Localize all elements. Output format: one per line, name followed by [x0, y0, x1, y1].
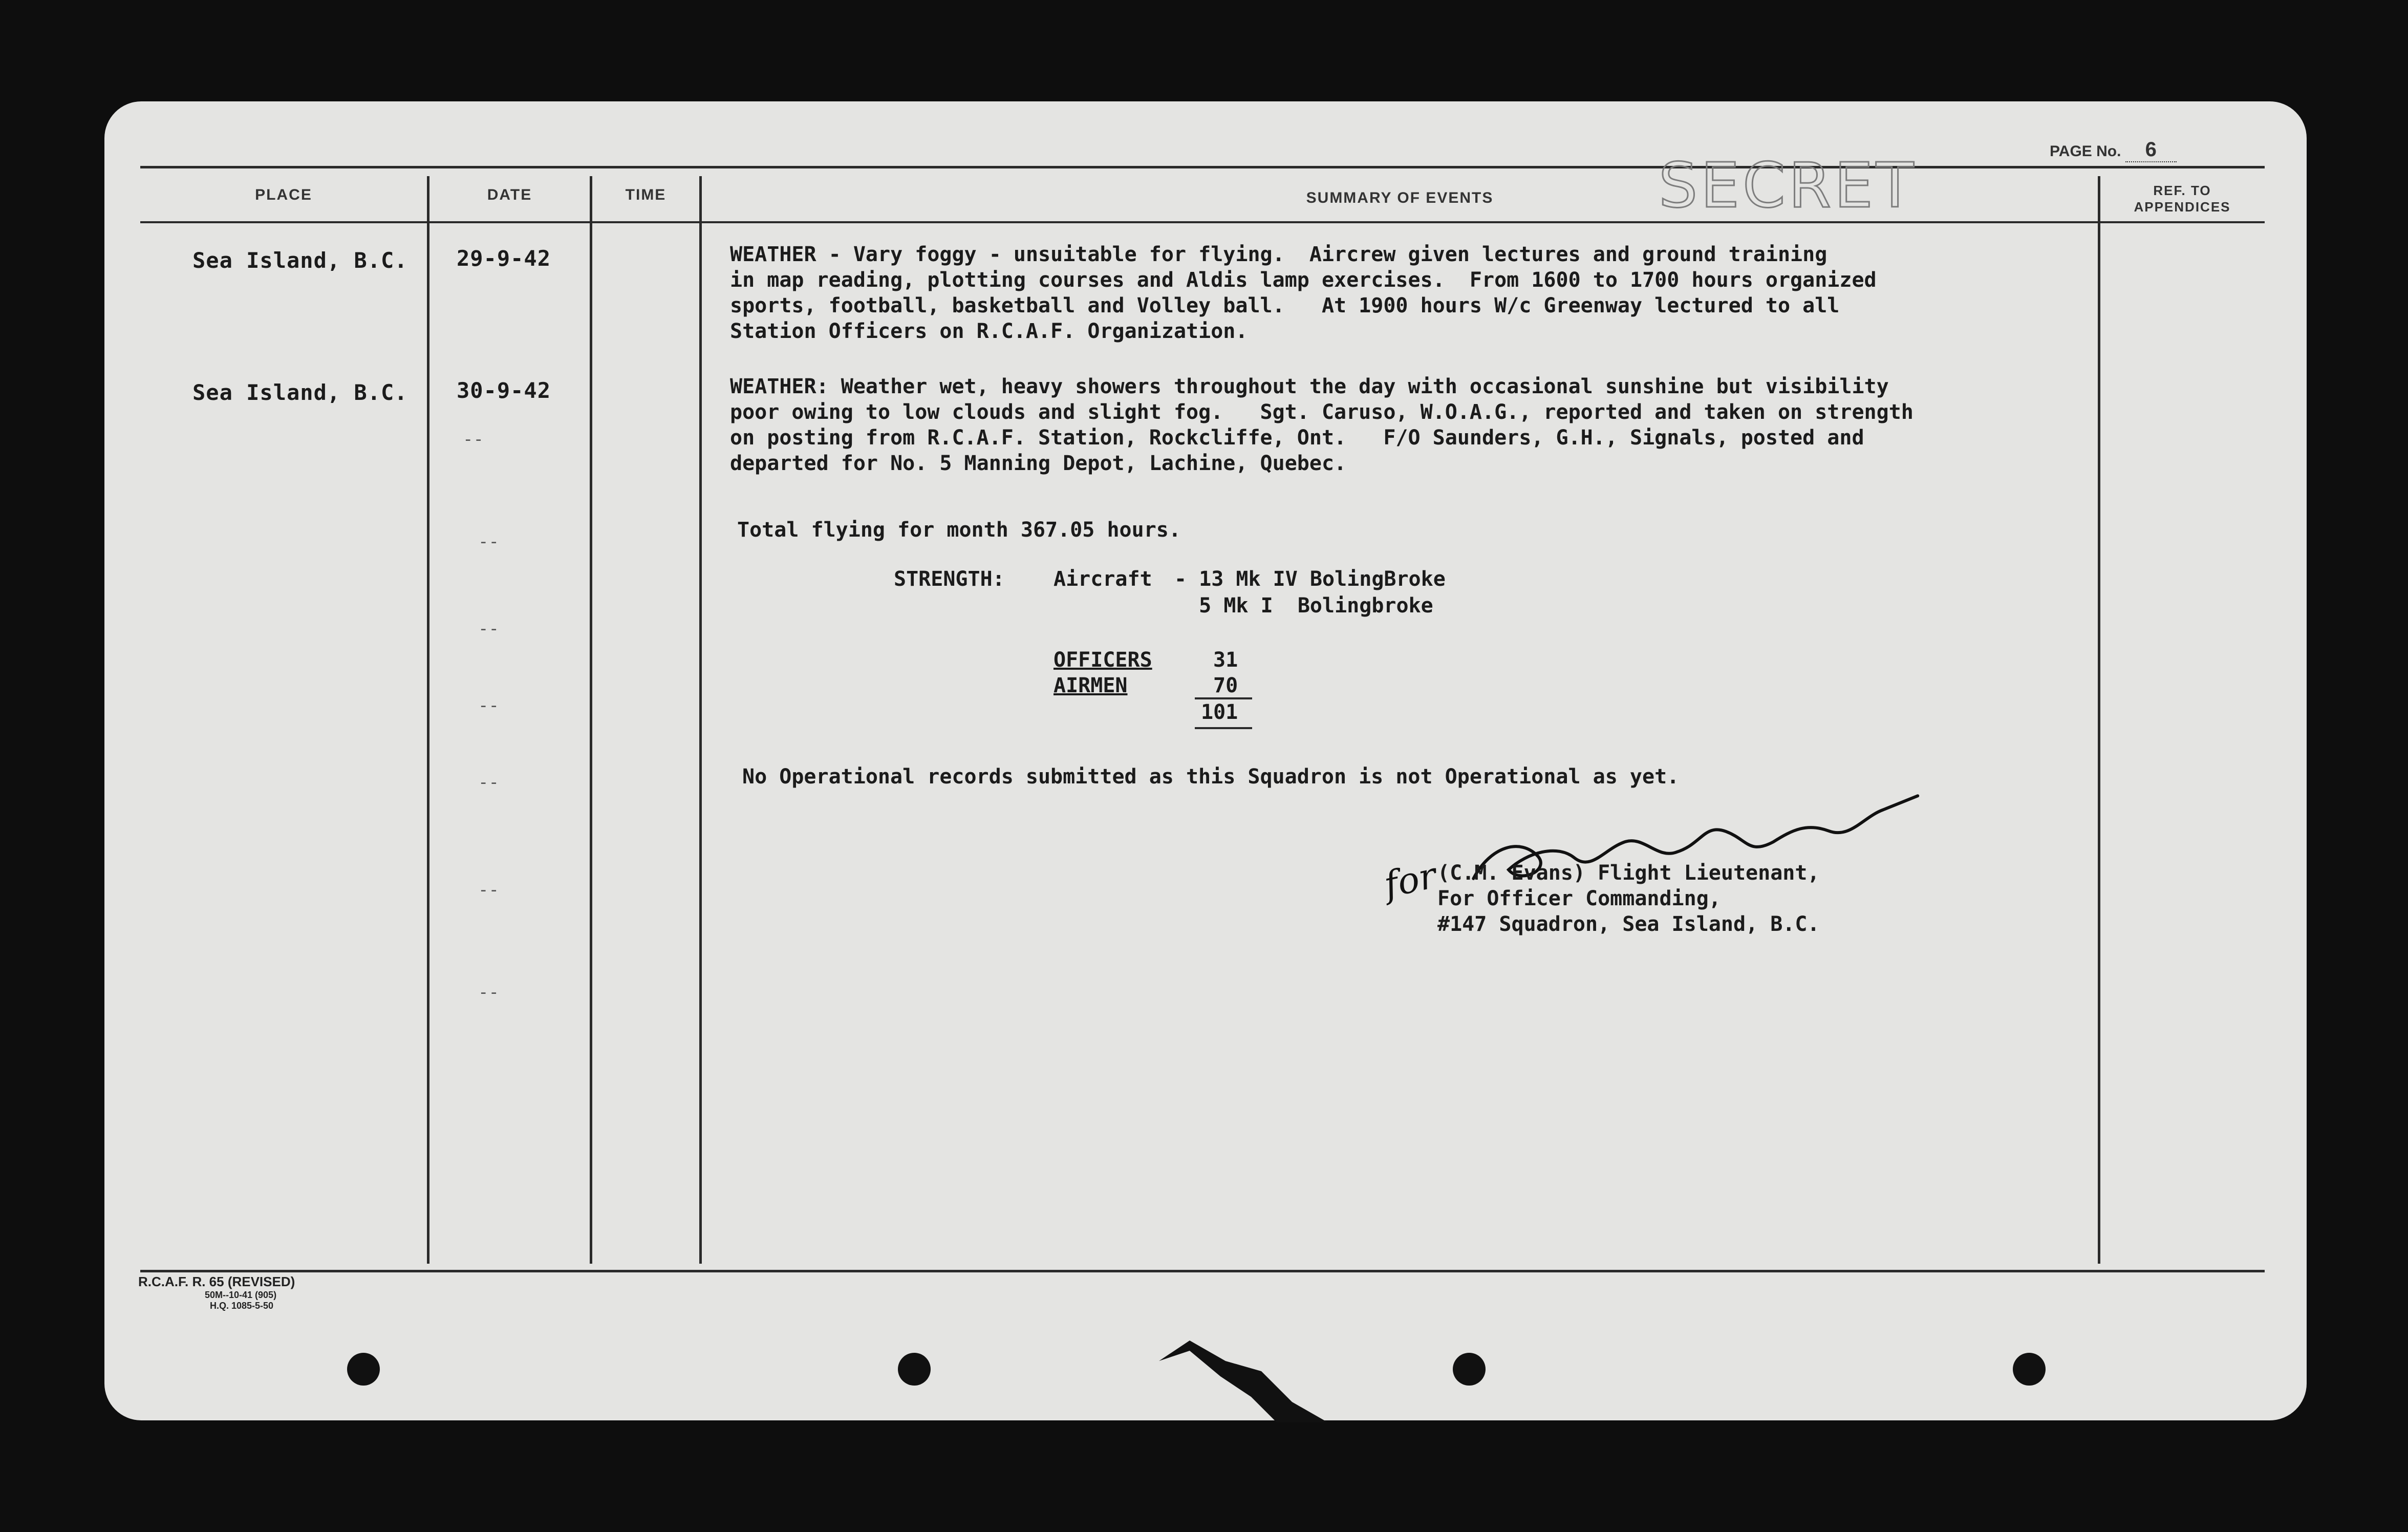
torn-edge [1159, 1341, 1333, 1422]
aircraft-label: Aircraft [1054, 567, 1152, 591]
col-header-place: PLACE [255, 186, 312, 203]
entry-date: 29-9-42 [457, 246, 551, 271]
col-header-ref-line1: REF. TO [2153, 183, 2211, 198]
col-header-ref-line2: APPENDICES [2134, 199, 2231, 215]
aircraft-line: 5 Mk I Bolingbroke [1174, 594, 1433, 618]
page-number-block [2050, 138, 2177, 162]
header-top-rule [140, 166, 2265, 168]
date-dash-mark: -- [478, 982, 499, 1003]
entry-text-line: departed for No. 5 Manning Depot, Lachine, Quebec. [730, 452, 1347, 475]
binder-hole [898, 1353, 931, 1386]
binder-hole [347, 1353, 380, 1386]
entry-text-line: in map reading, plotting courses and Aldis lamp exercises. From 1600 to 1700 hours organized [730, 268, 1877, 292]
col-sep-summary [2098, 176, 2100, 1264]
date-dash-mark: -- [463, 429, 484, 450]
diary-sheet [104, 101, 2307, 1420]
form-ref-line3: H.Q. 1085-5-50 [210, 1301, 274, 1311]
operational-note: No Operational records submitted as this Squadron is not Operational as yet. [742, 765, 1680, 789]
col-sep-time [699, 176, 702, 1264]
date-dash-mark: -- [478, 695, 499, 716]
entry-text-line: sports, football, basketball and Volley ball. At 1900 hours W/c Greenway lectured to all [730, 294, 1840, 317]
total-rule-bottom [1195, 727, 1252, 729]
page-number-label: PAGE No. [2050, 143, 2121, 160]
entry-text-line: Station Officers on R.C.A.F. Organization. [730, 320, 1248, 343]
binder-hole [1453, 1353, 1486, 1386]
entry-text-line: WEATHER: Weather wet, heavy showers throughout the day with occasional sunshine but visibility [730, 375, 1889, 398]
airmen-label: AIRMEN [1054, 674, 1128, 697]
entry-text-line: poor owing to low clouds and slight fog. Sgt. Caruso, W.O.A.G., reported and taken on strength [730, 400, 1913, 424]
entry-text-line: on posting from R.C.A.F. Station, Rockcliffe, Ont. F/O Saunders, G.H., Signals, posted and [730, 426, 1864, 450]
officers-label: OFFICERS [1054, 648, 1152, 672]
entry-date: 30-9-42 [457, 378, 551, 403]
officers-count: 31 [1213, 648, 1238, 672]
per-mark: for [1380, 854, 1440, 906]
date-dash-mark: -- [478, 531, 499, 552]
airmen-count: 70 [1213, 674, 1238, 697]
binder-hole [2013, 1353, 2046, 1386]
col-header-ref [2100, 182, 2264, 215]
footer-rule [140, 1270, 2265, 1272]
form-reference [138, 1274, 295, 1311]
total-flying: Total flying for month 367.05 hours. [737, 518, 1181, 542]
total-rule-top [1195, 697, 1252, 699]
col-header-date: DATE [487, 186, 532, 203]
date-dash-mark: -- [478, 619, 499, 639]
strength-label: STRENGTH: [894, 567, 1005, 591]
col-sep-place [427, 176, 429, 1264]
entry-place: Sea Island, B.C. [192, 248, 408, 273]
entry-text-line: WEATHER - Vary foggy - unsuitable for flying. Aircrew given lectures and ground training [730, 243, 1827, 266]
col-header-summary: SUMMARY OF EVENTS [1306, 189, 1494, 206]
strength-total: 101 [1201, 700, 1238, 724]
date-dash-mark: -- [478, 880, 499, 900]
signature-line: #147 Squadron, Sea Island, B.C. [1437, 912, 1820, 936]
form-ref-line2: 50M--10-41 (905) [205, 1290, 277, 1300]
header-bottom-rule [140, 221, 2265, 223]
entry-place: Sea Island, B.C. [192, 380, 408, 405]
page-number-value: 6 [2125, 138, 2177, 162]
signature-line: (C.M. Evans) Flight Lieutenant, [1437, 861, 1820, 885]
col-header-time: TIME [625, 186, 666, 203]
col-sep-date [590, 176, 592, 1264]
secret-stamp: SECRET [1659, 151, 1917, 222]
signature-line: For Officer Commanding, [1437, 887, 1721, 910]
form-ref-line1: R.C.A.F. R. 65 (REVISED) [138, 1274, 295, 1289]
date-dash-mark: -- [478, 772, 499, 793]
aircraft-line: - 13 Mk IV BolingBroke [1174, 567, 1446, 591]
